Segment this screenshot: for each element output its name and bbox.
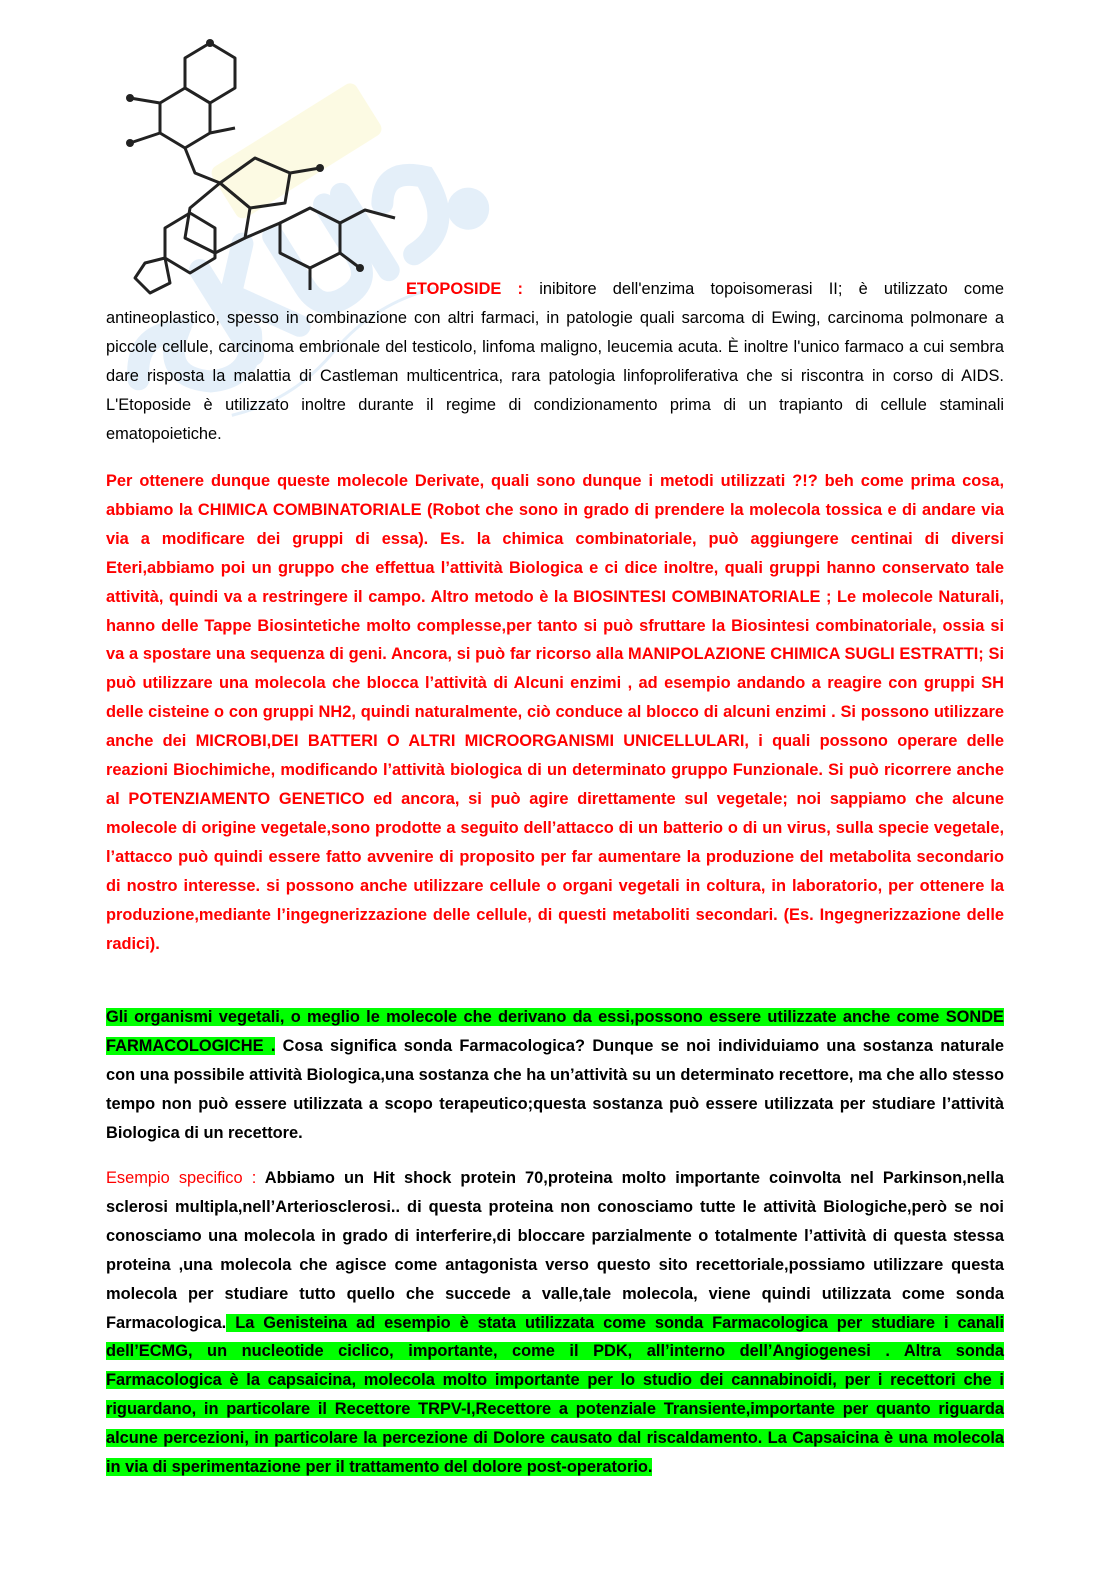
- paragraph-etoposide: [106, 275, 1004, 448]
- paragraph-methods: [106, 467, 1004, 958]
- example-label: Esempio specifico :: [106, 1169, 257, 1187]
- paragraph-specific-example: [106, 1164, 1004, 1482]
- methods-text: Per ottenere dunque queste molecole Derivate, quali sono dunque i metodi utilizzati ?!? beh come prima cosa, abbiamo la CHIMICA COMBINATORIALE (Robot che sono in grado di prendere la molecola tossica e di andare via via a modificare dei gruppi di essa). Es. la chimica combinatoriale, può aggiungere centinai di diversi Eteri,abbiamo poi un gruppo che effettua l’attività Biologica e ci dice inoltre, quali gruppi hanno conservato tale attività, quindi va a restringere il campo. Altro metodo è la BIOSINTESI COMBINATORIALE ; Le molecole Naturali, hanno delle Tappe Biosintetiche molto complesse,per tanto si può sfruttare la Biosintesi combinatoriale, ossia si va a spostare una sequenza di geni. Ancora, si può far ricorso alla MANIPOLAZIONE CHIMICA SUGLI ESTRATTI; Si può utilizzare una molecola che blocca l’attività di Alcuni enzimi , ad esempio andando a reagire con gruppi SH delle cisteine o con gruppi NH2, quindi naturalmente, ciò conduce al blocco di alcuni enzimi . Si possono utilizzare anche dei MICROBI,DEI BATTERI O ALTRI MICROORGANISMI UNICELLULARI, i quali possono operare delle reazioni Biochimiche, modificando l’attività biologica di un determinato gruppo Funzionale. Si può ricorrere anche al POTENZIAMENTO GENETICO ed ancora, si può agire direttamente sul vegetale; noi sappiamo che alcune molecole di origine vegetale,sono prodotte a seguito dell’attacco di un batterio o di un virus, sulla specie vegetale, l’attacco può quindi essere fatto avvenire di proposito per far aumentare la produzione del metabolita secondario di nostro interesse. si possono anche utilizzare cellule o organi vegetali in coltura, in laboratorio, per ottenere la produzione,mediante l’ingegnerizzazione delle cellule, di questi metaboliti secondari. (Es. Ingegnerizzazione delle radici).: [106, 472, 1004, 953]
- example-text: Abbiamo un Hit shock protein 70,proteina molto importante coinvolta nel Parkinson,nella sclerosi multipla,nell’Arteriosclerosi.. di questa proteina non conosciamo tutte le attività Biologiche,però se noi conosciamo una molecola in grado di interferire,di bloccare parzialmente o totalmente l’attività di questa stessa proteina ,una molecola che agisce come antagonista verso questo sito recettoriale,possiamo utilizzare questa molecola per studiare tutto quello che succede a valle,tale molecola, viene quindi utilizzata come sonda Farmacologica.: [106, 1169, 1004, 1332]
- paragraph-pharmacological-probes: [106, 1003, 1004, 1148]
- etoposide-structure-icon: [105, 28, 425, 298]
- probes-text: Cosa significa sonda Farmacologica? Dunque se noi individuiamo una sostanza naturale con una possibile attività Biologica,una sostanza che ha un’attività su un determinato recettore, ma che allo stesso tempo non può essere utilizzata a scopo terapeutico;questa sostanza può essere utilizzata per studiare l’attività Biologica di un recettore.: [106, 1036, 1004, 1142]
- probes-highlight: Gli organismi vegetali, o meglio le molecole che derivano da essi,possono essere utilizzate anche come SONDE FARMACOLOGICHE .: [106, 1008, 1004, 1055]
- example-highlight: La Genisteina ad esempio è stata utilizzata come sonda Farmacologica per studiare i canali dell’ECMG, un nucleotide ciclico, importante, come il PDK, all’interno dell’Angiogenesi . Altra sonda Farmacologica è la capsaicina, molecola molto importante per lo studio dei cannabinoidi, per i recettori che i riguardano, in particolare il Recettore TRPV-I,Recettore a potenziale Transiente,importante per quanto riguarda alcune percezioni, in particolare la percezione di Dolore causato dal riscaldamento. La Capsaicina è una molecola in via di sperimentazione per il trattamento del dolore post-operatorio.: [106, 1313, 1004, 1477]
- etoposide-text: inibitore dell'enzima topoisomerasi II; è utilizzato come antineoplastico, spesso in combinazione con altri farmaci, in patologie quali sarcoma di Ewing, carcinoma polmonare a piccole cellule, carcinoma embrionale del testicolo, linfoma maligno, leucemia acuta. È inoltre l'unico farmaco a cui sembra dare risposta la malattia di Castleman multicentrica, rara patologia linfoproliferativa che si riscontra in corso di AIDS. L'Etoposide è utilizzato inoltre durante il regime di condizionamento prima di un trapianto di cellule staminali ematopoietiche.: [106, 280, 1004, 443]
- etoposide-title: ETOPOSIDE :: [406, 280, 523, 298]
